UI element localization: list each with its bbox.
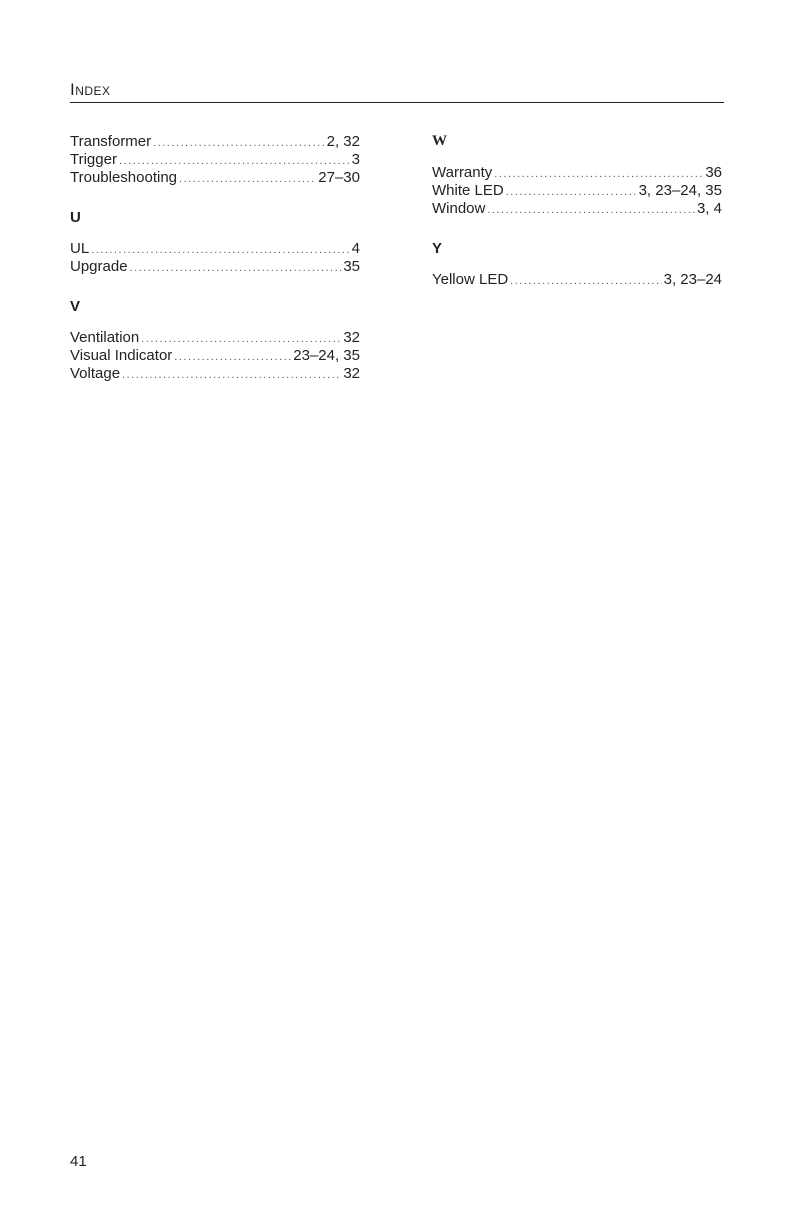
dot-leader: [506, 183, 637, 201]
index-pages: 3, 23–24, 35: [638, 182, 722, 199]
index-entry: [70, 347, 360, 365]
page-header: [70, 80, 724, 103]
index-entry: [70, 133, 360, 151]
index-term: UL: [70, 240, 90, 257]
index-entry: [70, 365, 360, 383]
index-pages: 32: [343, 365, 360, 382]
index-group-y: [432, 240, 722, 289]
index-entry: [70, 169, 360, 187]
section-letter: Y: [432, 240, 443, 257]
index-column-right: [432, 133, 722, 289]
index-pages: 23–24, 35: [293, 347, 360, 364]
index-column-left: [70, 133, 360, 383]
index-pages: 3, 4: [696, 200, 722, 217]
index-term: Upgrade: [70, 258, 128, 275]
dot-leader: [494, 165, 703, 183]
index-term: Yellow LED: [432, 271, 509, 288]
dot-leader: [487, 201, 695, 219]
page-number: 41: [70, 1153, 87, 1170]
index-term: Warranty: [432, 164, 493, 181]
index-term: Transformer: [70, 133, 152, 150]
index-pages: 32: [343, 329, 360, 346]
index-term: Trigger: [70, 151, 117, 168]
index-term: Voltage: [70, 365, 121, 382]
index-entry: [432, 200, 722, 218]
index-pages: 36: [705, 164, 722, 181]
index-pages: 2, 32: [326, 133, 360, 150]
index-term: Troubleshooting: [70, 169, 178, 186]
index-term: Window: [432, 200, 486, 217]
index-group-w: [432, 133, 722, 218]
dot-leader: [141, 330, 341, 348]
index-term: White LED: [432, 182, 504, 199]
dot-leader: [179, 170, 316, 188]
index-pages: 3: [351, 151, 360, 168]
index-group-v: [70, 298, 360, 383]
index-pages: 27–30: [318, 169, 360, 186]
index-entry: [70, 240, 360, 258]
index-pages: 4: [351, 240, 360, 257]
index-entry: [70, 151, 360, 169]
index-entry: [432, 271, 722, 289]
index-term: Visual Indicator: [70, 347, 173, 364]
dot-leader: [174, 348, 291, 366]
index-entry: [432, 164, 722, 182]
index-group-u: [70, 209, 360, 276]
index-entry: [432, 182, 722, 200]
dot-leader: [153, 134, 325, 152]
page-title: Index: [70, 80, 111, 99]
index-pages: 3, 23–24: [663, 271, 722, 288]
dot-leader: [510, 272, 661, 290]
dot-leader: [91, 241, 349, 259]
index-entry: [70, 258, 360, 276]
dot-leader: [130, 259, 342, 277]
index-term: Ventilation: [70, 329, 140, 346]
section-letter: W: [432, 133, 447, 149]
index-entry: [70, 329, 360, 347]
dot-leader: [119, 152, 350, 170]
dot-leader: [122, 366, 341, 384]
index-pages: 35: [343, 258, 360, 275]
section-letter: U: [70, 209, 81, 226]
section-letter: V: [70, 298, 81, 315]
index-group-t: [70, 133, 360, 187]
